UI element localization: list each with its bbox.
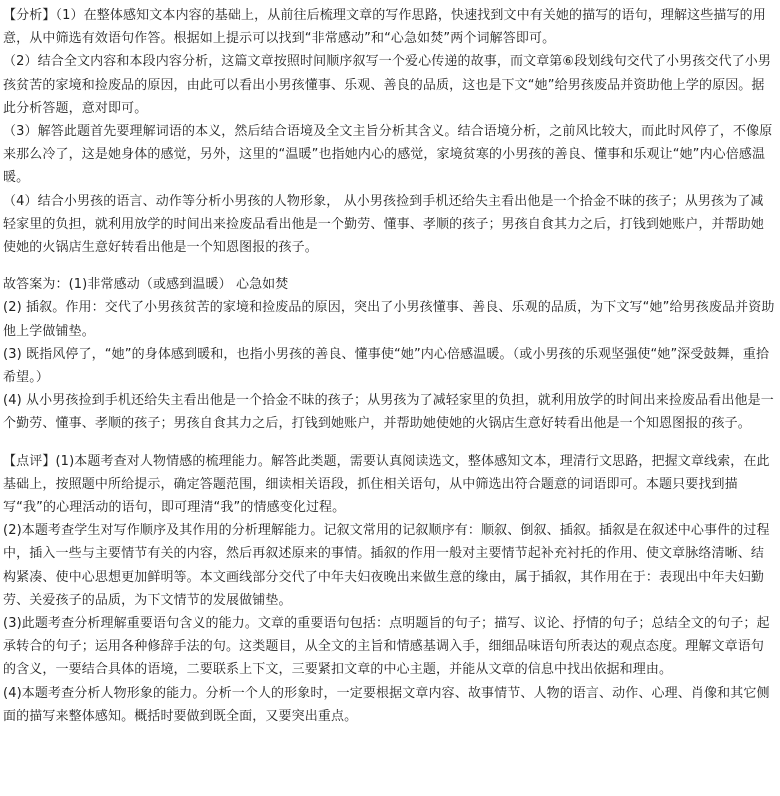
answer-paragraph-2: (2) 插叙。作用：交代了小男孩贫苦的家境和捡废品的原因，突出了小男孩懂事、善良、乐观的品质，为下文写“她”给男孩废品并资助他上学做铺垫。 <box>3 300 775 339</box>
commentary-paragraph-3: (3)此题考查分析理解重要语句含义的能力。文章的重要语句包括：点明题旨的句子；描写、议论、抒情的句子；总结全文的句子；起承转合的句子；运用各种修辞手法的句。这类题目，从全文的主旨和情感基调入手，细细品味语句所表达的观点态度。理解文章语句的含义，一要结合具体的语境，二要联系上下文，三要紧扣文章的中心主题，并能从文章的信息中找出依据和理由。 <box>3 616 770 678</box>
commentary-paragraph-1: 【点评】(1)本题考查对人物情感的梳理能力。解答此类题，需要认真阅读选文，整体感知文本，理清行文思路，把握文章线索，在此基础上，按照题中所给提示，确定答题范围，细读相关语段，抓住相关语句，从中筛选出符合题意的词语即可。本题只要找到描写“我”的心理活动的语句，即可理清“我”的情感变化过程。 <box>3 453 770 516</box>
analysis-paragraph-2: （2）结合全文内容和本段内容分析，这篇文章按照时间顺序叙写一个爱心传递的故事，而文章第⑥段划线句交代了小男孩交代了小男孩贫苦的家境和捡废品的原因，由此可以看出小男孩懂事、乐观、善良的品质，这也是下文“她”给男孩废品并资助他上学的原因。据此分析答题，意对即可。 <box>3 54 772 116</box>
commentary-paragraph-4: (4)本题考查分析人物形象的能力。分析一个人的形象时，一定要根据文章内容、故事情节、人物的语言、动作、心理、肖像和其它侧面的描写来整体感知。概括时要做到既全面，又要突出重点。 <box>3 685 770 724</box>
analysis-paragraph-4: （4）结合小男孩的语言、动作等分析小男孩的人物形象， 从小男孩捡到手机还给失主看出他是一个拾金不昧的孩子；从男孩为了减轻家里的负担，就利用放学的时间出来捡废品看出他是一个勤劳、懂事、孝顺的孩子；男孩自食其力之后，打钱到她账户，并帮助她使她的火锅店生意好转看出他是一个知恩图报的孩子。 <box>3 193 764 256</box>
analysis-paragraph-3: （3）解答此题首先要理解词语的本义，然后结合语境及全文主旨分析其含义。结合语境分析，之前风比较大，而此时风停了，不像原来那么冷了，这是她身体的感觉，另外，这里的“温暖”也指她内心的感觉，家境贫寒的小男孩的善良、懂事和乐观让“她”内心倍感温暖。 <box>3 124 773 186</box>
commentary-section <box>3 450 776 728</box>
answer-paragraph-4: (4) 从小男孩捡到手机还给失主看出他是一个拾金不昧的孩子；从男孩为了减轻家里的负担，就利用放学的时间出来捡废品看出他是一个勤劳、懂事、孝顺的孩子；男孩自食其力之后，打钱到她账户，并帮助她使她的火锅店生意好转看出他是一个知恩图报的孩子。 <box>3 393 774 432</box>
answer-paragraph-1: 故答案为：(1)非常感动（或感到温暖） 心急如焚 <box>3 277 289 293</box>
answer-section <box>3 273 776 435</box>
commentary-paragraph-2: (2)本题考查学生对写作顺序及其作用的分析理解能力。记叙文常用的记叙顺序有：顺叙、倒叙、插叙。插叙是在叙述中心事件的过程中，插入一些与主要情节有关的内容，然后再叙述原来的事情。插叙的作用一般对主要情节起补充衬托的作用、使文章脉络清晰、结构紧凑、使中心思想更加鲜明等。本文画线部分交代了中年夫妇夜晚出来做生意的缘由，属于插叙，其作用在于：表现出中年夫妇勤劳、关爱孩子的品质，为下文情节的发展做铺垫。 <box>3 523 770 608</box>
analysis-section <box>3 4 776 259</box>
answer-paragraph-3: (3) 既指风停了，“她”的身体感到暖和，也指小男孩的善良、懂事使“她”内心倍感温暖。（或小男孩的乐观坚强使“她”深受鼓舞，重拾希望。） <box>3 346 770 386</box>
analysis-paragraph-1: 【分析】（1）在整体感知文本内容的基础上，从前往后梳理文章的写作思路，快速找到文中有关她的描写的语句，理解这些描写的用意，从中筛选有效语句作答。根据如上提示可以找到“非常感动”和“心急如焚”两个词解答即可。 <box>3 8 766 47</box>
